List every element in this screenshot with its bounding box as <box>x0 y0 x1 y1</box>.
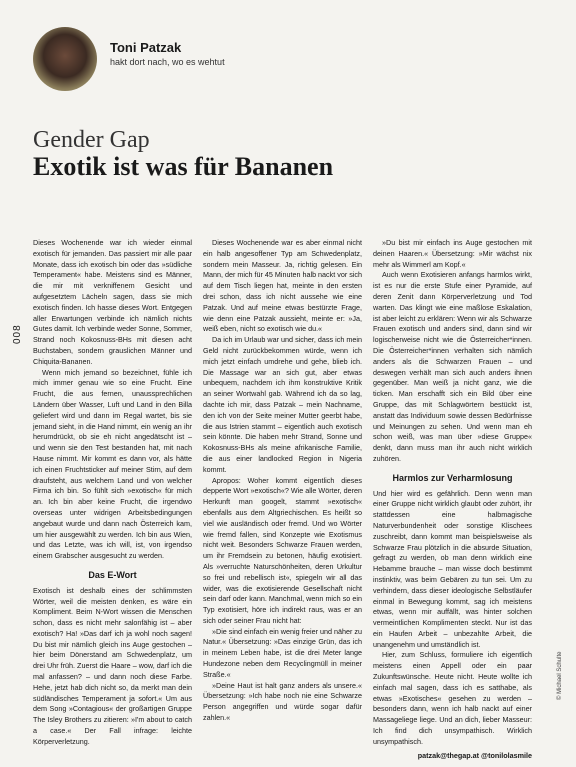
author-avatar <box>33 27 97 91</box>
paragraph: Hier, zum Schluss, formuliere ich eigentlich meistens einen Appell oder ein paar Zukunftswünsche. Heute nicht. Heute wollte ich einfach mal sagen, dass ich es satthabe, als etwas »Exotisches« gesehen zu werden – besonders dann, wenn ich halb nackt auf einer Massageliege liege. Und an dich, lieber Masseur: Ich find dich unsympathisch. Wirklich unsympathisch. <box>373 650 532 746</box>
photo-credit: © Michael Schulte <box>557 651 563 700</box>
author-name: Toni Patzak <box>110 40 182 55</box>
page-number: 008 <box>12 324 23 344</box>
paragraph: Apropos: Woher kommt eigentlich dieses depperte Wort »exotisch«? Wie alle Wörter, deren Herkunft man googelt, stammt »exotisch« ebenfalls aus dem Altgriechischen. Es heißt so viel wie ausländisch oder fremd. Und wo Wörter wie fremd fallen, sind Konzepte wie Exotismus nicht weit. Besonders Schwarze Frauen werden, um ihr Fremdsein zu betonen, häufig exotisiert. Als »verruchte Naturschönheiten, deren Urkultur so frei und rebellisch ist«, spiegeln wir all das wider, was die exotisierende Gesellschaft nicht sein darf oder kann. Manchmal, wenn mich so ein Typ exotisiert, höre ich indirekt raus, was er an sich oder seiner Frau nicht hat: <box>203 475 362 625</box>
subheading: Harmlos zur Verharmlosung <box>392 472 513 483</box>
author-contact: patzak@thegap.at @tonilolasmile <box>417 750 532 760</box>
paragraph: »Deine Haut ist halt ganz anders als unsere.« Übersetzung: »Ich habe noch nie eine Schwarze Person angegriffen und würde sogar dafür zahlen.« <box>203 680 362 723</box>
article-column-3 <box>373 238 532 761</box>
headline: Exotik ist was für Bananen <box>33 152 334 181</box>
paragraph: Dieses Wochenende war es aber einmal nicht ein halb angesoffener Typ am Schwedenplatz, sondern mein Masseur. Ja, richtig gelesen. Ein Mann, der mich für 45 Minuten halb nackt vor sich auf dem Tisch liegen hat, meinte in den ersten drei schon, dass ich nicht aussehe wie eine Patzak. Und auf meine etwas bestürzte Frage, wie denn eine Patzak aussieht, meinte er: »Ja, weiß eben, nicht so exotisch wie du.« <box>203 238 362 334</box>
paragraph: Und hier wird es gefährlich. Denn wenn man einer Gruppe nicht wirklich glaubt oder zuhört, ihr stattdessen eine halbmagische Naturverbundenheit oder sonstige Klischees zuschreibt, dann kommt man beispielsweise als Schwarze Frau plötzlich in die absurde Situation, gefragt zu werden, ob man denn wirklich eine Hebamme brauche – man wisse doch bestimmt instinktiv, was beim Gebären zu tun sei. Um zu verhindern, dass dieser ideologische Selbstläufer einmal in Bewegung kommt, sag ich meistens etwas, wenn mir auffällt, was hinter solchen vermeintlichen Komplimenten steckt. Nur ist das ein Haufen Arbeit – unbezahlte Arbeit, die unangenehm und umständlich ist. <box>373 488 532 649</box>
paragraph: Wenn mich jemand so bezeichnet, fühle ich mich immer genau wie so eine Frucht. Eine Frucht, die aus fernen, unaussprechlichen Ländern über Wasser, Luft und Land in den Billa geliefert wird und dann im Regal wartet, bis sie jemand sieht, in die Hand nimmt, ein wenig an ihr herumdrückt, ob sie eh nicht angedätscht ist – und wenn sie den Test bestanden hat, mit nach Hause nimmt. Mir kommt es dann vor, als hätte ich einen Fruchtsticker auf meiner Stirn, auf dem draufsteht, aus welchem Land und von welcher Firma ich bin. So fühlt sich »exotisch« für mich an. Ich bin aber keine Frucht, die irgendwo overseas unter widrigen Arbeitsbedingungen angebaut wurde und dann nach Österreich kam, um hier ausgewählt zu werden. Ich bin aus Wien, und das Letzte, was ich will, ist, von irgendso einem Grabscher ausgesucht zu werden. <box>33 367 192 561</box>
paragraph: »Du bist mir einfach ins Auge gestochen mit deinen Haaren.« Übersetzung: »Mir wächst nix mehr als Wimmerl am Kopf.« <box>373 238 532 269</box>
author-tagline: hakt dort nach, wo es wehtut <box>110 57 225 67</box>
paragraph: Dieses Wochenende war ich wieder einmal exotisch für jemanden. Das passiert mir alle paar Monate, dass ich exotisch bin oder das »südliche Temperament« habe. Meistens sind es Männer, die mir mit verkniffenem Gesicht und aufgesetztem Lächeln sagen, dass sie mich exotisch finden. Ich hasse dieses Wort. Entgegen aller Erwartungen verbinde ich nämlich nichts Gutes damit. Ich verbinde weder Sonne, Sommer, Strand noch Kokosnuss-BHs mit diesen acht Buchstaben, sondern grauslichen Männer und Chiquita-Bananen. <box>33 238 193 366</box>
paragraph: »Die sind einfach ein wenig freier und näher zu Natur.« Übersetzung: »Das einzige Grün, das ich in meinem Leben habe, ist die drei Meter lange Hundezone neben dem Recyclingmüll in meiner Straße.« <box>203 626 362 679</box>
column-kicker: Gender Gap <box>33 127 150 153</box>
paragraph: Da ich im Urlaub war und sicher, dass ich mein Geld nicht zurückbekommen würde, wenn ich mich jetzt einfach umdrehe und gehe, blieb ich. Die Massage war an sich gut, aber etwas unbequem, nachdem ich ihm konstruktive Kritik an seiner Wortwahl gab. Während ich da so lag, dachte ich mir, dass Patzak – mein Nachname, den ich von der Seite meiner Mutter geerbt habe, die aus Istrien stammt – eigentlich auch exotisch sein könnte. Die haben mehr Strand, Sonne und Kokosnuss-BHs als meine afrikanische Familie, die aus einer landlocked Region in Nigeria kommt. <box>203 335 362 474</box>
paragraph: Auch wenn Exotisieren anfangs harmlos wirkt, ist es nur die erste Stufe einer Pyramide, auf deren Zenit dann Körperverletzung und Tod warten. Das klingt wie eine maßlose Eskalation, ist aber leicht zu erklären: Wenn wir als Schwarze Frauen exotisch und anders sind, dann sind wir logischerweise nicht wie die Österreicher*innen. Die Österreicher*innen verhalten sich nämlich anders als die Schwarzen Frauen – und deswegen verhält man sich auch anders ihnen gegenüber. Man weiß ja nicht ganz, wie die ticken. Man erschafft sich ein Bild über eine Gruppe, das mit Schlagwörtern bestückt ist, anstatt das Individuum sowie dessen Bedürfnisse und Meinungen zu sehen. Und wenn man eh schon weiß, was man über »diese Gruppe« denkt, dann muss man ihr auch nicht wirklich zuhören. <box>373 270 532 463</box>
article-column-1 <box>33 238 192 748</box>
article-column-2 <box>203 238 362 724</box>
paragraph: Exotisch ist deshalb eines der schlimmsten Wörter, weil die meisten denken, es wäre ein Kompliment. Beim N-Wort wissen die Menschen schon, dass es nicht mehr salonfähig ist – aber exotisch? Ha! »Das darf ich ja wohl noch sagen! Du bist mir nämlich gleich ins Auge gestochen – hier beim Dönerstand am Schwedenplatz, um drei Uhr früh. Zuerst die Haare – wow, darf ich die mal anfassen? – und dann noch diese Farbe. Hehe, jetzt hab dich nicht so, da merkt man dein südländisches Temperament ja sofort.« Um aus dem Song »Contagious« der großartigen Gruppe The Isley Brothers zu zitieren: »I'm about to catch a case.« Der Fall infrage: leichte Körperverletzung. <box>33 585 192 746</box>
subheading: Das E-Wort <box>88 569 137 580</box>
